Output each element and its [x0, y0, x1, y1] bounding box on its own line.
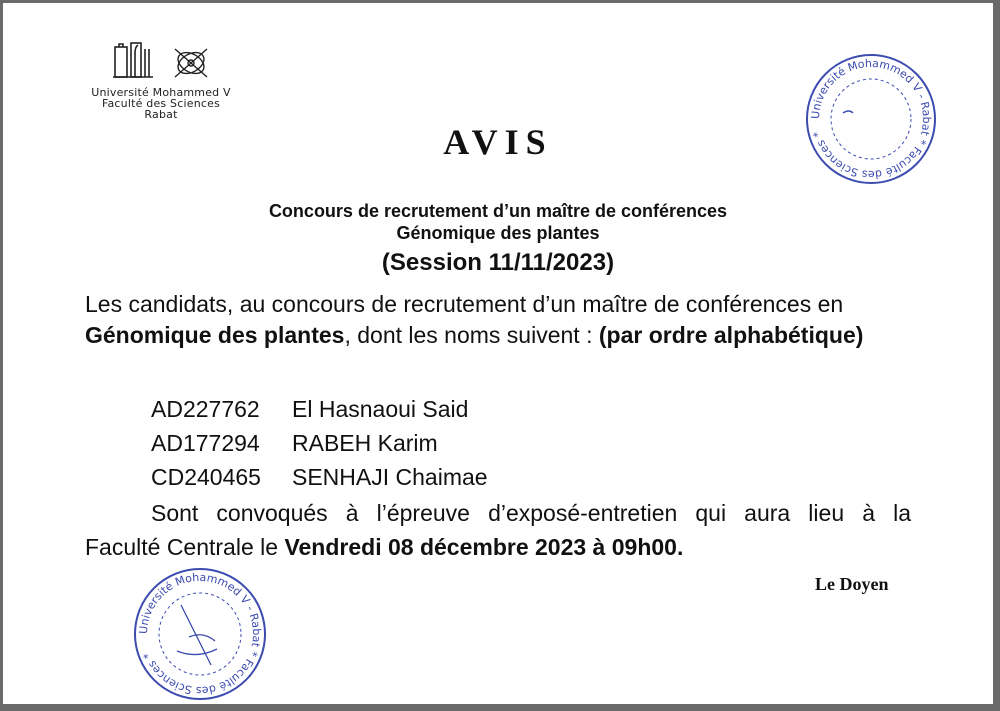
intro-text-part2: , dont les noms suivent : [344, 322, 599, 348]
candidate-name: El Hasnaoui Said [292, 396, 469, 422]
convocation-prefix: Faculté Centrale le [85, 534, 285, 560]
faculty-name: Faculté des Sciences [101, 97, 221, 110]
session-date: (Session 11/11/2023) [381, 249, 615, 276]
speciality-title: Génomique des plantes [396, 223, 600, 243]
convocation-date-time: Vendredi 08 décembre 2023 à 09h00. [284, 534, 684, 560]
signature-title: Le Doyen [815, 574, 889, 594]
city-name: Rabat [144, 108, 178, 121]
convocation-line2 [85, 534, 683, 561]
official-stamp-icon [803, 51, 939, 187]
competition-title: Concours de recrutement d’un maître de conférences [268, 201, 728, 221]
official-stamp-icon [131, 565, 269, 703]
university-logo-icon [109, 41, 219, 87]
candidate-id: AD177294 [151, 430, 260, 456]
intro-text-part1: Les candidats, au concours de recrutement d’un maître de conférences en [85, 291, 844, 317]
candidate-id: CD240465 [151, 464, 261, 490]
convocation-line1: Sont convoqués à l’épreuve d’exposé-entretien qui aura lieu à la [151, 500, 911, 526]
candidate-name: RABEH Karim [292, 430, 438, 456]
candidate-name: SENHAJI Chaimae [292, 464, 488, 490]
intro-order-note: (par ordre alphabétique) [598, 322, 864, 348]
university-name: Université Mohammed V [91, 86, 231, 99]
intro-speciality: Génomique des plantes [85, 322, 345, 348]
svg-text:Université Mohammed V - Rabat: Université Mohammed V - Rabat * Faculté des Sciences * [808, 56, 934, 182]
intro-paragraph [85, 289, 915, 351]
svg-text:Université Mohammed V - Rabat: Université Mohammed V - Rabat * Faculté des Sciences * [136, 570, 264, 698]
candidate-id: AD227762 [151, 396, 260, 422]
page-title: AVIS [443, 122, 553, 162]
